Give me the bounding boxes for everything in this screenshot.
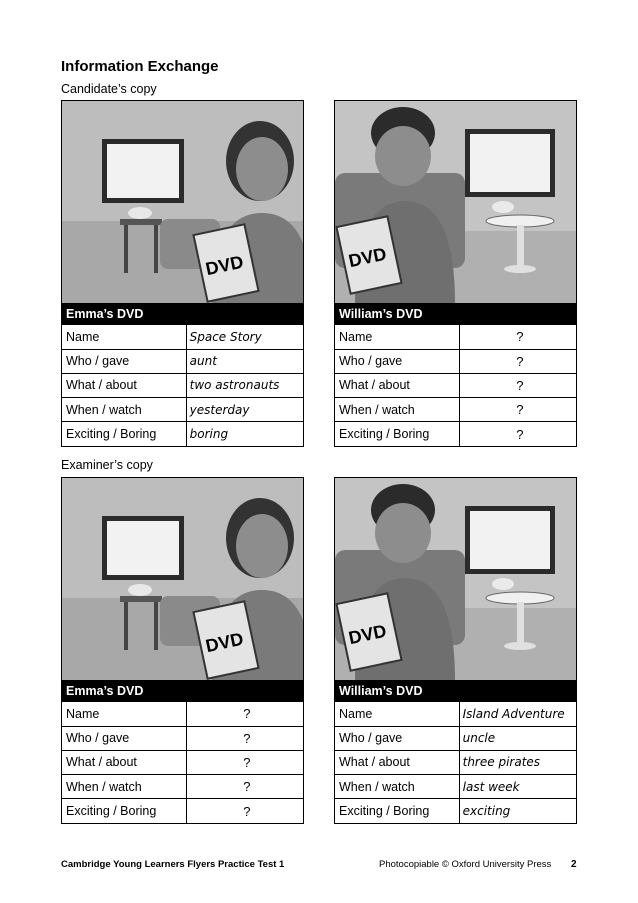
row-label: Exciting / Boring (335, 422, 459, 446)
table-row (335, 373, 576, 397)
row-label: When / watch (335, 775, 459, 799)
card-candidate-william (334, 100, 577, 447)
examiner-copy-label: Examiner’s copy (61, 458, 153, 472)
row-value: ? (186, 750, 303, 774)
row-label: What / about (62, 750, 186, 774)
table-row (335, 422, 576, 446)
row-value: ? (459, 398, 576, 422)
table-row (62, 702, 303, 726)
info-table (335, 702, 576, 823)
table-row (62, 799, 303, 823)
table-row (335, 775, 576, 799)
row-label: When / watch (62, 398, 186, 422)
row-value: Island Adventure (459, 702, 576, 726)
row-label: Exciting / Boring (62, 799, 186, 823)
row-label: What / about (335, 373, 459, 397)
info-table (62, 325, 303, 446)
row-value: ? (459, 373, 576, 397)
table-row (62, 750, 303, 774)
row-value: ? (459, 422, 576, 446)
card-heading: William’s DVD (335, 304, 576, 325)
table-row (62, 422, 303, 446)
candidate-copy-label: Candidate’s copy (61, 82, 157, 96)
page-title: Information Exchange (61, 58, 219, 75)
row-value: ? (186, 799, 303, 823)
row-value: three pirates (459, 750, 576, 774)
row-label: When / watch (62, 775, 186, 799)
table-row (62, 325, 303, 349)
row-value: ? (186, 775, 303, 799)
emma-dvd-text: DVD (203, 251, 246, 280)
card-candidate-emma (61, 100, 304, 447)
table-row (335, 726, 576, 750)
card-examiner-william (334, 477, 577, 824)
emma-illustration (62, 478, 303, 681)
row-label: Name (339, 329, 373, 344)
table-row (335, 750, 576, 774)
table-row (335, 702, 576, 726)
row-value: ? (459, 349, 576, 373)
table-row (335, 325, 576, 349)
william-dvd-text: DVD (346, 620, 389, 649)
row-label: Who / gave (335, 726, 459, 750)
table-row (62, 775, 303, 799)
table-row (335, 398, 576, 422)
row-label: Name (66, 329, 100, 344)
row-value: boring (186, 422, 303, 446)
info-table (335, 325, 576, 446)
row-label: Who / gave (335, 349, 459, 373)
table-row (335, 799, 576, 823)
row-value: ? (186, 726, 303, 750)
william-dvd-text: DVD (346, 243, 389, 272)
row-label: Who / gave (62, 726, 186, 750)
row-label: Name (66, 706, 100, 721)
row-label: Exciting / Boring (335, 799, 459, 823)
row-value: yesterday (186, 398, 303, 422)
row-value: two astronauts (186, 373, 303, 397)
table-row (62, 726, 303, 750)
card-heading: Emma’s DVD (62, 681, 303, 702)
info-table (62, 702, 303, 823)
william-illustration (335, 478, 576, 681)
table-row (62, 349, 303, 373)
row-value: exciting (459, 799, 576, 823)
row-value: Space Story (186, 325, 303, 349)
row-label: Name (339, 706, 373, 721)
page-number: 2 (571, 859, 577, 870)
row-label: What / about (335, 750, 459, 774)
row-value: uncle (459, 726, 576, 750)
william-illustration (335, 101, 576, 304)
row-label: When / watch (335, 398, 459, 422)
row-label: Who / gave (62, 349, 186, 373)
emma-illustration (62, 101, 303, 304)
row-value: aunt (186, 349, 303, 373)
table-row (62, 398, 303, 422)
row-value: ? (459, 325, 576, 349)
emma-dvd-text: DVD (203, 628, 246, 657)
row-label: What / about (62, 373, 186, 397)
table-row (335, 349, 576, 373)
row-value: ? (186, 702, 303, 726)
row-value: last week (459, 775, 576, 799)
card-examiner-emma (61, 477, 304, 824)
card-heading: Emma’s DVD (62, 304, 303, 325)
table-row (62, 373, 303, 397)
card-heading: William’s DVD (335, 681, 576, 702)
footer-copyright: Photocopiable © Oxford University Press (379, 859, 552, 870)
row-label: Exciting / Boring (62, 422, 186, 446)
footer-test-title: Cambridge Young Learners Flyers Practice Test 1 (61, 859, 285, 870)
